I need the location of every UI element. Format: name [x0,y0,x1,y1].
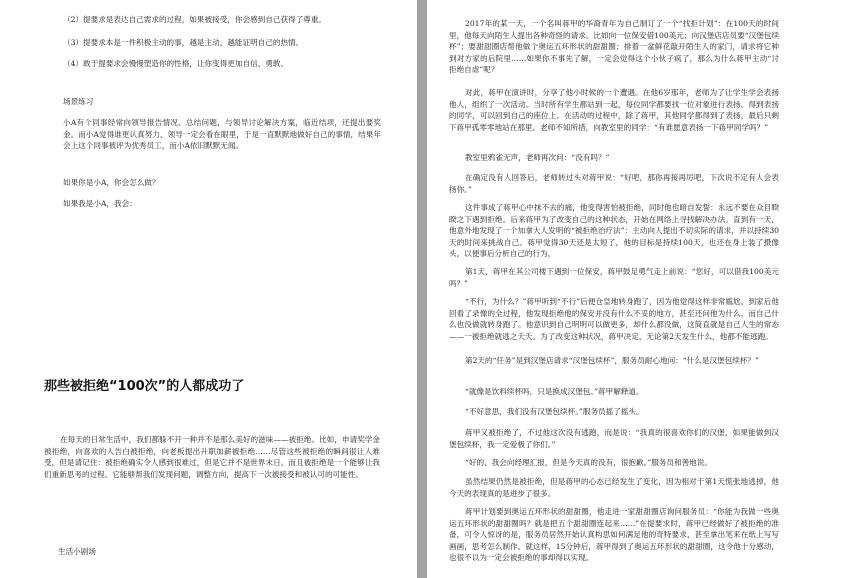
paragraph: 教室里鸦雀无声，老师再次问：“没有吗？” [465,153,610,162]
list-item-2: （2）提要求是表达自己需求的过程，如果被接受，你会感到自己获得了尊重。 [63,15,327,24]
left-page [0,0,416,578]
question-2: 如果我是小A，我会： [63,199,137,208]
paragraph: 蒋甲计划要到奥运五环形状的甜甜圈，他走进一家甜甜圈店询问服务员：“你能为我做一些奥运五环形状的甜甜圈吗？就是把五个甜甜圈连起来……”在提要求时，蒋甲已经做好了被拒绝的准备，可令人惊讶的是，服务员居然开始认真构思如何满足他的奇特要求，甚至拿出笔来在纸上写写画画，思考怎么制作。就这样，15分钟后，蒋甲得到了奥运五环形状的甜甜圈，这令他十分感动，也很不以为一定会被拒绝的事却得以实现。 [449,507,779,563]
paragraph: “不行，为什么？”蒋甲听到“不行”后便仓皇地转身跑了，因为他觉得这样非常尴尬，到家后他回看了录像的全过程，他发现拒绝他的保安并没有什么不妥的地方，甚至还问他为什么，而自己什么也没做就转身跑了。他意识到自己明明可以做更多，却什么都没做，这简直就是自己人生的常态——一被拒绝就逃之夭夭。为了改变这种状况，蒋甲决定，无论第2天发生什么，他都不能逃跑。 [449,297,779,341]
page-divider [417,0,427,578]
section-title: 那些被拒绝“100次”的人都成功了 [44,379,245,394]
scene-heading: 场景练习 [63,97,94,106]
paragraph: 对此，蒋甲在演讲时，分享了他小时候的一个遭遇。在他6岁那年，老师为了让学生学会表扬他人，组织了一次活动。当时所有学生都站到一起，每位同学都要找一位对象进行表扬。得到表扬的同学，可以回到自己的座位上。在活动的过程中，除了蒋甲，其他同学都得到了表扬，最后只剩下蒋甲孤零零地站在那里。老师不知所措，向教室里的同学：“有谁愿意表扬一下蒋甲同学吗？” [449,88,779,132]
intro-text: 在每天的日常生活中，我们都躲不开一种并不是那么美好的滋味——被拒绝。比如，申请奖学金被拒绝，向喜欢的人告白被拒绝，向老板提出升职加薪被拒绝……尽管这些被拒绝的瞬间很让人难受，但是请记住：被拒绝确实令人感到很难过，但是它并不是世界末日。而且被拒绝是一个能够让我们重新思考的过程。它能够帮我们发现问题，调整方向，提高下一次被接受和被认可的可能性。 [44,435,380,479]
paragraph: 第1天，蒋甲在其公司楼下遇到一位保安，蒋甲鼓足勇气走上前说：“您好，可以借我100美元吗？” [449,267,779,288]
paragraph: 虽然结果仍然是被拒绝，但是蒋甲的心态已经发生了变化，因为相对于第1天慌张地逃掉，他今天的表现真的是进步了很多。 [449,477,779,498]
paragraph: 2017年的某一天，一个名叫蒋甲的华裔青年为自己制订了一个“找拒计划”：在100天的时间里，他每天向陌生人提出各种奇怪的请求。比如向一位保安借100美元；向汉堡店店员要“汉堡包续杯”；要甜甜圈店帮他做个奥运五环形状的甜甜圈；排着一盆鲜花敲开陌生人的家门，请求将它种到对方家的后院里……如果你不事先了解，一定会觉得这个小伙子疯了，那么为什么蒋甲主动“讨拒绝自虐”呢？ [449,19,779,75]
right-page [427,0,843,578]
scene-text: 小A有个同事经常向领导报告情况、总结问题，与领导讨论解决方案，临近结项，还提出要奖金。而小A觉得谁更认真努力，领导一定会看在眼里，于是一直默默地做好自己的事情，结果年会上这个同事被评为优秀员工，而小A依旧默默无闻。 [63,118,381,151]
list-item-4: （4）敢于提要求会慢慢塑造你的性格，让你变得更加自信、勇敢。 [63,59,289,68]
paragraph: “不好意思，我们没有汉堡包续杯。”服务员摇了摇头。 [465,407,644,416]
paragraph: 蒋甲又被拒绝了，不过他这次没有逃跑，而是说：“我真的很喜欢你们的汉堡，如果能做到汉堡包续杯，我一定爱极了你们。” [449,428,779,449]
paragraph: 这件事成了蒋甲心中抹不去的痛，他变得害怕被拒绝，同时他也暗自发誓：永远不要在众目睽睽之下遇到拒绝。后来蒋甲为了改变自己的这种状态，开始在网络上寻找解决办法。直到有一天，他意外地发现了一个加拿大人发明的“被拒绝治疗法”：主动向人提出不切实际的请求，并以持续30天的时间来挑战自己。蒋甲觉得30天还是太短了，他的目标是持续100天，也还在身上装了摄像头，以便事后分析自己的行为。 [449,203,779,259]
paragraph: “就像是饮料续杯吗，只是换成汉堡包。”蒋甲解释道。 [465,387,644,396]
question-1: 如果你是小A，你会怎么做？ [63,178,160,187]
theater-heading: 生活小剧场 [58,547,96,556]
paragraph: 在确定没有人回答后，老师转过头对蒋甲说：“好吧，那你再接再厉吧，下次说不定有人会表扬你。” [449,173,779,194]
paragraph: “好的，我会向经理汇报，但是今天真的没有，很抱歉。”服务员和善地说。 [465,458,712,467]
paragraph: 第2天的“任务”是到汉堡店请求“汉堡包续杯”，服务员耐心地问：“什么是汉堡包续杯？” [465,356,759,365]
list-item-3: （3）提要求本是一件积极主动的事，越是主动，越能证明自己的热情。 [63,38,304,47]
